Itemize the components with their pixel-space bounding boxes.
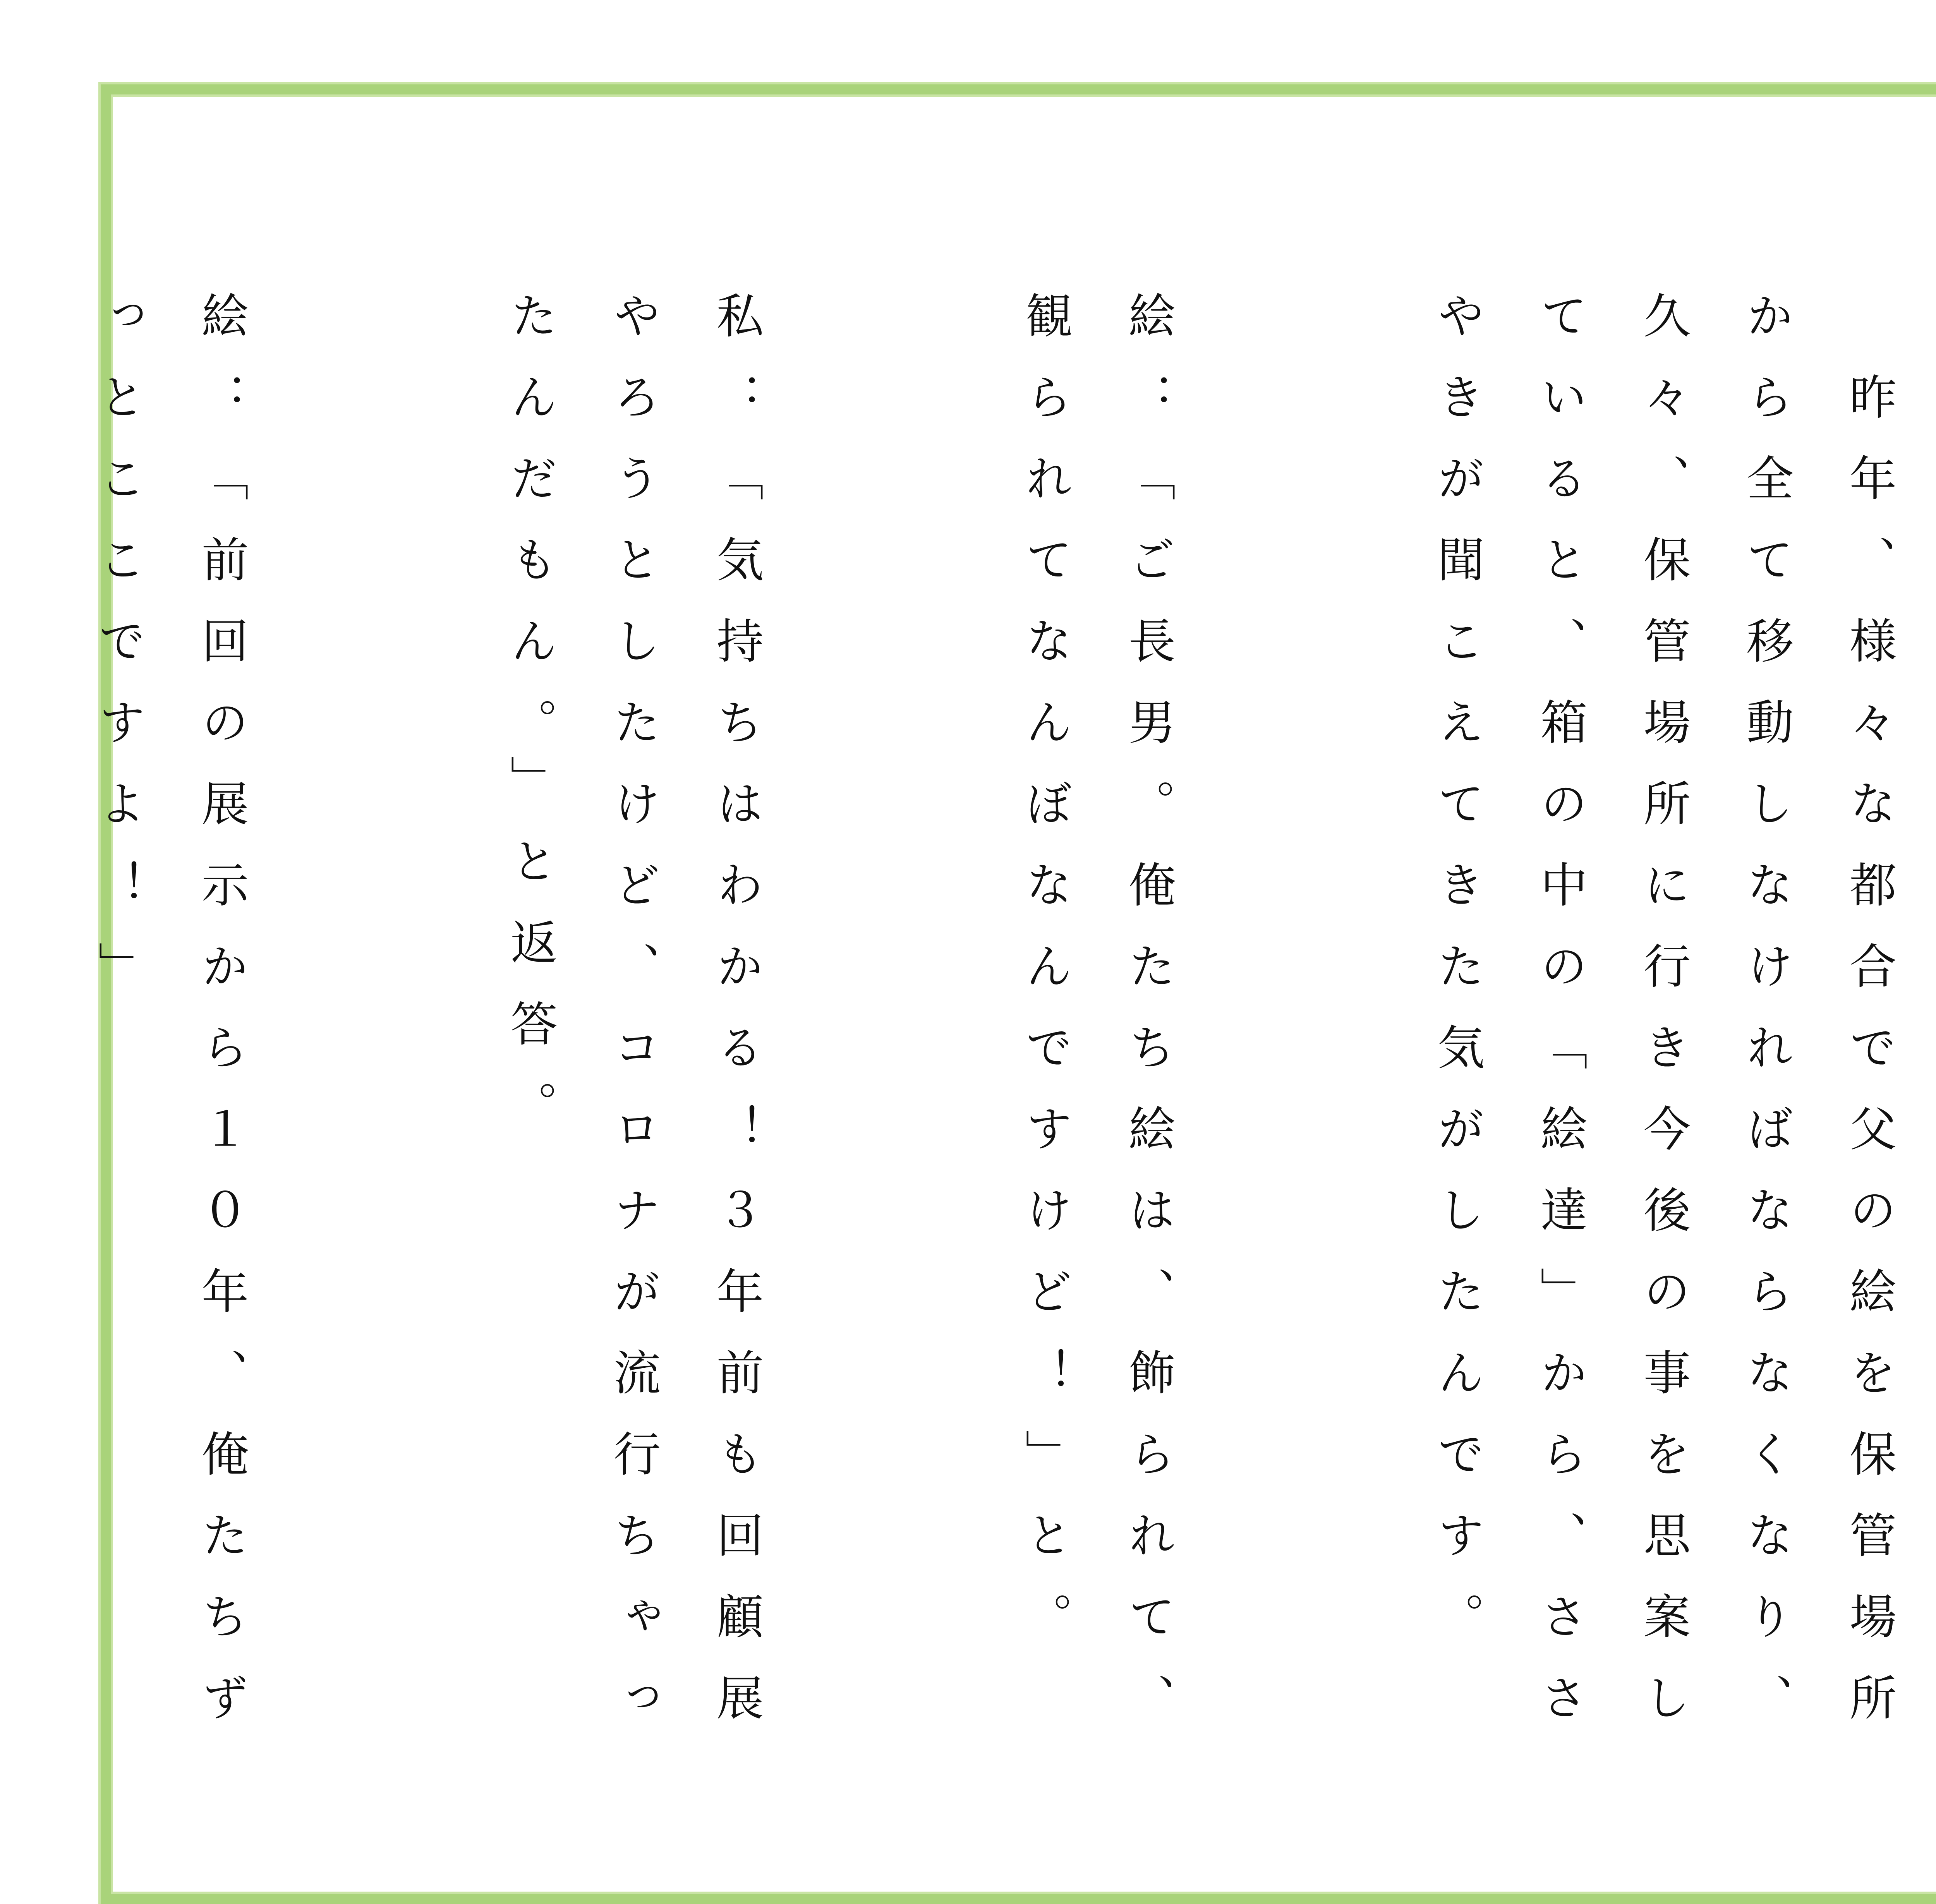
dialogue-line: 絵：「ご長男。俺たち絵は、飾られて、観られてなんぼなんですけど！」と。 <box>1018 291 1176 1755</box>
dialogue-line: 私：「気持ちはわかる！３年前も回顧展やろうとしたけど、コロナが流行ちゃったんだもん。」と返答。 <box>503 291 764 1755</box>
paragraph-intro: 昨年、様々な都合で父の絵を保管場所から全て移動しなければならなくなり、久々、保管場所に行き今後の事を思案していると、箱の中の「絵達」から、ささやきが聞こえてきた気がしたんです。 <box>1430 291 1897 1755</box>
dialogue-line: 絵：「前回の展示から１０年、俺たちずっとここですよ！」 <box>91 291 249 1755</box>
story-body <box>0 291 1936 1801</box>
